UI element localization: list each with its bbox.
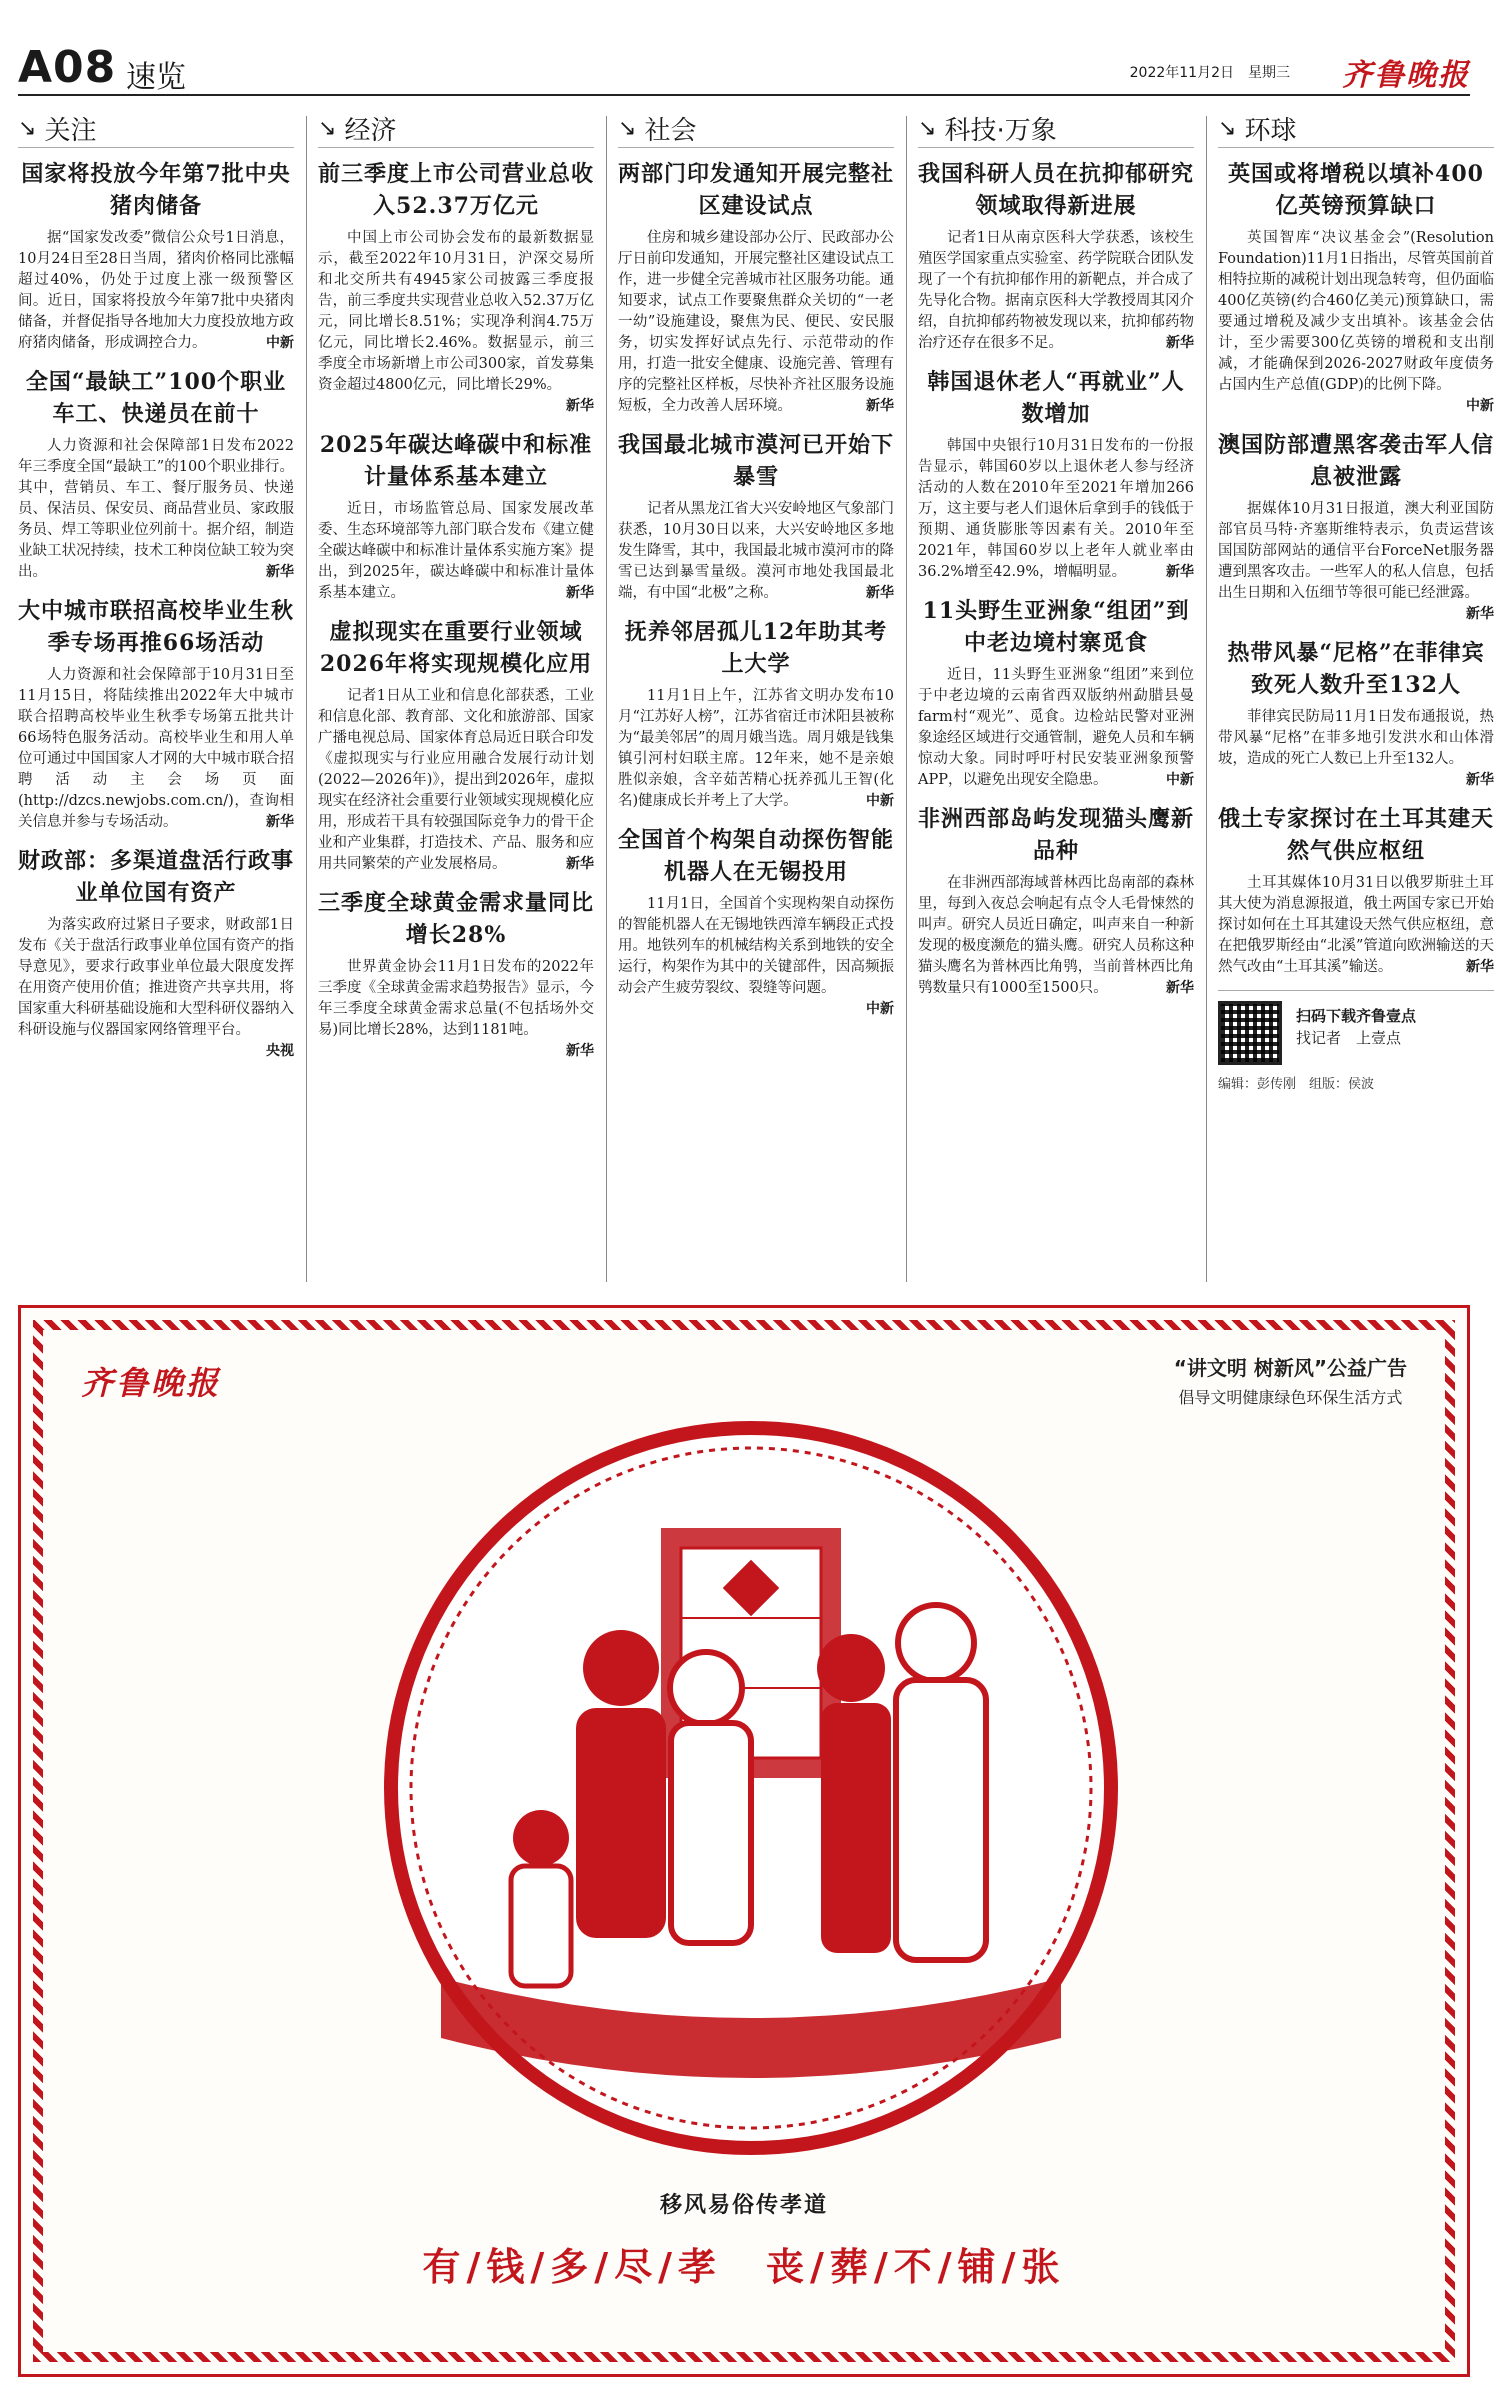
- news-article: [918, 803, 1194, 999]
- column-huanqiu: [1218, 110, 1494, 1288]
- article-headline: 财政部：多渠道盘活行政事业单位国有资产: [18, 848, 295, 906]
- article-headline: 国家将投放今年第7批中央猪肉储备: [21, 161, 291, 219]
- papercut-family-illustration: [381, 1418, 1121, 2158]
- article-headline: 抚养邻居孤儿12年助其考上大学: [624, 619, 888, 677]
- qr-caption: [1296, 1005, 1416, 1049]
- article-source: 新华: [866, 398, 894, 414]
- arrow-icon: ↘: [918, 116, 937, 141]
- article-headline: 英国或将增税以填补400亿英镑预算缺口: [1228, 161, 1484, 219]
- news-columns: [18, 110, 1494, 1288]
- article-headline: 全国“最缺工”100个职业 车工、快递员在前十: [25, 369, 287, 427]
- ad-motto: 有/钱/多/尽/孝 丧/葬/不/铺/张: [422, 2244, 1066, 2289]
- arrow-icon: ↘: [318, 116, 337, 141]
- article-body: 土耳其媒体10月31日以俄罗斯驻土耳其大使为消息源报道，俄土两国专家已开始探讨如何在土耳其建设天然气供应枢纽，意在把俄罗斯经由“北溪”管道向欧洲输送的天然气改由“土耳其溪”输送。: [1218, 875, 1494, 975]
- article-source: 新华: [266, 564, 294, 580]
- column-guanzhu: [18, 110, 294, 1288]
- column-header: [318, 110, 594, 148]
- article-headline: 韩国退休老人“再就业”人数增加: [927, 369, 1185, 427]
- column-shehui: [618, 110, 894, 1288]
- qr-line-1: 扫码下载齐鲁壹点: [1296, 1007, 1417, 1025]
- arrow-icon: ↘: [618, 116, 637, 141]
- article-body: 据“国家发改委”微信公众号1日消息，10月24日至28日当周，猪肉价格同比涨幅超过40%，仍处于过度上涨一级预警区间。近日，国家将投放今年第7批中央猪肉储备，并督促指导各地加大力度投放地方政府猪肉储备，形成调控合力。: [18, 230, 294, 351]
- news-article: [318, 429, 594, 604]
- article-body: 人力资源和社会保障部于10月31日至11月15日，将陆续推出2022年大中城市联合招聘高校毕业生秋季专场第五批共计66场特色服务活动。高校毕业生和用人单位可通过中国国家人才网的大中城市联合招聘活动主会场页面(http://dzcs.newjobs.com.cn/)，查询相关信息并参与专场活动。: [18, 667, 294, 830]
- page-section: 速览: [126, 60, 186, 95]
- news-article: [1218, 429, 1494, 625]
- article-headline: 我国最北城市漠河已开始下暴雪: [618, 432, 895, 490]
- article-headline: 热带风暴“尼格”在菲律宾致死人数升至132人: [1227, 640, 1485, 698]
- article-headline: 澳国防部遭黑客袭击军人信息被泄露: [1218, 432, 1494, 490]
- article-headline: 大中城市联招高校毕业生秋季专场再推66场活动: [18, 598, 295, 656]
- article-body: 记者1日从工业和信息化部获悉，工业和信息化部、教育部、文化和旅游部、国家广播电视总局、国家体育总局近日联合印发《虚拟现实与行业应用融合发展行动计划(2022—2026年)》，提出到2026年，虚拟现实在经济社会重要行业领域实现规模化应用，形成若干具有较强国际竞争力的骨干企业和产业集群，打造技术、产品、服务和应用共同繁荣的产业发展格局。: [318, 688, 594, 872]
- article-body: 近日，11头野生亚洲象“组团”来到位于中老边境的云南省西双版纳州勐腊县曼farm村“观光”、觅食。边检站民警对亚洲象途经区域进行交通管制，避免人员和车辆惊动大象。同时呼吁村民安装亚洲象预警APP，以避免出现安全隐患。: [918, 667, 1194, 788]
- article-body: 在非洲西部海域普林西比岛南部的森林里，每到入夜总会响起有点令人毛骨悚然的叫声。研究人员近日确定，叫声来自一种新发现的极度濒危的猫头鹰。研究人员称这种猫头鹰名为普林西比角鸮，当前普林西比角鸮数量只有1000至1500只。: [918, 875, 1194, 996]
- article-headline: 我国科研人员在抗抑郁研究领域取得新进展: [918, 161, 1195, 219]
- public-service-ad: [18, 1305, 1470, 2377]
- ad-slogan-sub: 倡导文明健康绿色环保生活方式: [1178, 1388, 1403, 1407]
- masthead: [18, 40, 1470, 96]
- article-source: 新华: [566, 585, 594, 601]
- article-source: 新华: [1166, 564, 1194, 580]
- article-source: 新华: [566, 398, 594, 414]
- article-source: 新华: [266, 814, 294, 830]
- qr-download-block: [1218, 990, 1494, 1100]
- article-source: 中新: [266, 335, 294, 351]
- column-jingji: [318, 110, 594, 1288]
- column-header: [918, 110, 1194, 148]
- column-title: 环球: [1244, 116, 1297, 146]
- article-body: 菲律宾民防局11月1日发布通报说，热带风暴“尼格”在菲多地引发洪水和山体滑坡，造成的死亡人数已上升至132人。: [1218, 709, 1494, 767]
- news-article: [318, 887, 594, 1062]
- news-article: [18, 595, 294, 833]
- arrow-icon: ↘: [1218, 116, 1237, 141]
- news-article: [1218, 158, 1494, 417]
- column-divider: [606, 116, 607, 1282]
- news-article: [918, 595, 1194, 791]
- news-article: [318, 158, 594, 417]
- news-article: [618, 158, 894, 417]
- article-headline: 虚拟现实在重要行业领域2026年将实现规模化应用: [319, 619, 593, 677]
- column-header: [1218, 110, 1494, 148]
- article-body: 为落实政府过紧日子要求，财政部1日发布《关于盘活行政事业单位国有资产的指导意见》，要求行政事业单位最大限度发挥在用资产使用价值；推进资产共享共用，将国家重大科研基础设施和大型科研仪器纳入科研设施与仪器国家网络管理平台。: [18, 917, 294, 1038]
- article-body: 11月1日上午，江苏省文明办发布10月“江苏好人榜”，江苏省宿迁市沭阳县被称为“最美邻居”的周月娥当选。周月娥是钱集镇引河村妇联主席。12年来，她不是亲娘胜似亲娘，含辛茹苦精心抚养孤儿王智(化名)健康成长并考上了大学。: [618, 688, 894, 809]
- column-title: 关注: [44, 116, 97, 146]
- article-body: 记者1日从南京医科大学获悉，该校生殖医学国家重点实验室、药学院联合团队发现了一个有抗抑郁作用的新靶点，并合成了先导化合物。据南京医科大学教授周其冈介绍，自抗抑郁药物被发现以来，抗抑郁药物治疗还存在很多不足。: [918, 230, 1194, 351]
- news-article: [618, 824, 894, 1020]
- article-source: 中新: [866, 793, 894, 809]
- column-title: 经济: [344, 116, 397, 146]
- article-body: 人力资源和社会保障部1日发布2022年三季度全国“最缺工”的100个职业排行。其中，营销员、车工、餐厅服务员、快递员、保洁员、保安员、商品营业员、家政服务员、焊工等职业位列前十。据介绍，制造业缺工状况持续，技术工种岗位缺工较为突出。: [18, 438, 294, 580]
- article-source: 新华: [1166, 335, 1194, 351]
- article-body: 韩国中央银行10月31日发布的一份报告显示，韩国60岁以上退休老人参与经济活动的人数在2010年至2021年增加266万，这主要与老人们退休后拿到手的钱低于预期、通货膨胀等因素有关。2010年至2021年，韩国60岁以上老年人就业率由36.2%增至42.9%，增幅明显。: [918, 438, 1194, 580]
- ad-caption: 移风易俗传孝道: [659, 2192, 828, 2218]
- column-header: [618, 110, 894, 148]
- article-source: 新华: [1166, 980, 1194, 996]
- column-divider: [306, 116, 307, 1282]
- article-body: 11月1日，全国首个实现构架自动探伤的智能机器人在无锡地铁西漳车辆段正式投用。地铁列车的机械结构关系到地铁的安全运行，构架作为其中的关键部件，因高频振动会产生疲劳裂纹、裂缝等问题。: [618, 896, 894, 996]
- news-article: [618, 429, 894, 604]
- article-headline: 俄土专家探讨在土耳其建天然气供应枢纽: [1218, 806, 1494, 864]
- news-article: [18, 158, 294, 354]
- qr-line-2: 找记者 上壹点: [1296, 1029, 1402, 1047]
- news-article: [1218, 637, 1494, 791]
- qr-code-icon[interactable]: [1218, 1001, 1282, 1065]
- article-headline: 非洲西部岛屿发现猫头鹰新品种: [918, 806, 1195, 864]
- news-article: [918, 366, 1194, 583]
- article-body: 据媒体10月31日报道，澳大利亚国防部官员马特·齐塞斯维特表示，负责运营该国国防部网站的通信平台ForceNet服务器遭到黑客攻击。一些军人的私人信息，包括出生日期和入伍细节等很可能已经泄露。: [1218, 501, 1494, 601]
- column-header: [18, 110, 294, 148]
- ad-slogan-title: “讲文明 树新风”公益广告: [1173, 1356, 1407, 1380]
- ad-slogan: [1174, 1352, 1407, 1408]
- arrow-icon: ↘: [18, 116, 37, 141]
- article-headline: 前三季度上市公司营业总收入52.37万亿元: [318, 161, 595, 219]
- ad-logo: 齐鲁晚报: [81, 1364, 222, 1402]
- news-article: [18, 366, 294, 583]
- article-source: 中新: [1466, 398, 1494, 414]
- article-headline: 2025年碳达峰碳中和标准计量体系基本建立: [319, 432, 593, 490]
- article-source: 新华: [566, 856, 594, 872]
- column-divider: [1206, 116, 1207, 1282]
- article-source: 新华: [1466, 606, 1494, 622]
- article-source: 新华: [866, 585, 894, 601]
- issue-date: 2022年11月2日 星期三: [1129, 65, 1290, 81]
- article-headline: 全国首个构架自动探伤智能机器人在无锡投用: [618, 827, 895, 885]
- article-source: 中新: [866, 1001, 894, 1017]
- article-body: 世界黄金协会11月1日发布的2022年三季度《全球黄金需求趋势报告》显示，今年三季度全球黄金需求总量(不包括场外交易)同比增长28%，达到1181吨。: [318, 959, 594, 1038]
- news-article: [918, 158, 1194, 354]
- news-article: [1218, 803, 1494, 978]
- article-source: 新华: [1466, 772, 1494, 788]
- article-body: 住房和城乡建设部办公厅、民政部办公厅日前印发通知，开展完整社区建设试点工作，进一步健全完善城市社区服务功能。通知要求，试点工作要聚焦群众关切的“一老一幼”设施建设，聚焦为民、便民、安民服务，切实发挥好试点先行、示范带动的作用，打造一批安全健康、设施完善、管理有序的完整社区样板，尽快补齐社区服务设施短板，全力改善人居环境。: [618, 230, 894, 414]
- page-number: A08: [18, 42, 117, 93]
- column-title: 科技·万象: [944, 116, 1057, 146]
- article-source: 中新: [1166, 772, 1194, 788]
- article-body: 中国上市公司协会发布的最新数据显示，截至2022年10月31日，沪深交易所和北交所共有4945家公司披露三季度报告，前三季度共实现营业总收入52.37万亿元，同比增长8.51%；实现净利润4.75万亿元，同比增长2.46%。数据显示，前三季度全市场新增上市公司300家，首发募集资金超过4800亿元，同比增长29%。: [318, 230, 594, 393]
- column-title: 社会: [644, 116, 697, 146]
- newspaper-logo: 齐鲁晚报: [1342, 58, 1470, 93]
- column-divider: [906, 116, 907, 1282]
- article-body: 英国智库“决议基金会”(Resolution Foundation)11月1日指出，尽管英国前首相特拉斯的减税计划出现急转弯，但仍面临400亿英镑(约合460亿美元)预算缺口，需要通过增税及减少支出填补。该基金会估计，至少需要300亿英镑的增税和支出削减，才能确保到2026-2027财政年度债务占国内生产总值(GDP)的比例下降。: [1218, 230, 1494, 393]
- article-body: 记者从黑龙江省大兴安岭地区气象部门获悉，10月30日以来，大兴安岭地区多地发生降雪，其中，我国最北城市漠河市的降雪已达到暴雪量级。漠河市地处我国最北端，有中国“北极”之称。: [618, 501, 894, 601]
- article-source: 新华: [1466, 959, 1494, 975]
- news-article: [318, 616, 594, 875]
- news-article: [18, 845, 294, 1062]
- column-keji: [918, 110, 1194, 1288]
- article-source: 央视: [266, 1043, 294, 1059]
- article-headline: 三季度全球黄金需求量同比增长28%: [318, 890, 595, 948]
- article-source: 新华: [566, 1043, 594, 1059]
- article-headline: 两部门印发通知开展完整社区建设试点: [618, 161, 895, 219]
- editor-credit: 编辑：彭传刚 组版：侯波: [1218, 1077, 1375, 1092]
- news-article: [618, 616, 894, 812]
- article-headline: 11头野生亚洲象“组团”到中老边境村寨觅食: [922, 598, 1190, 656]
- article-body: 近日，市场监管总局、国家发展改革委、生态环境部等九部门联合发布《建立健全碳达峰碳中和标准计量体系实施方案》提出，到2025年，碳达峰碳中和标准计量体系基本建立。: [318, 501, 594, 601]
